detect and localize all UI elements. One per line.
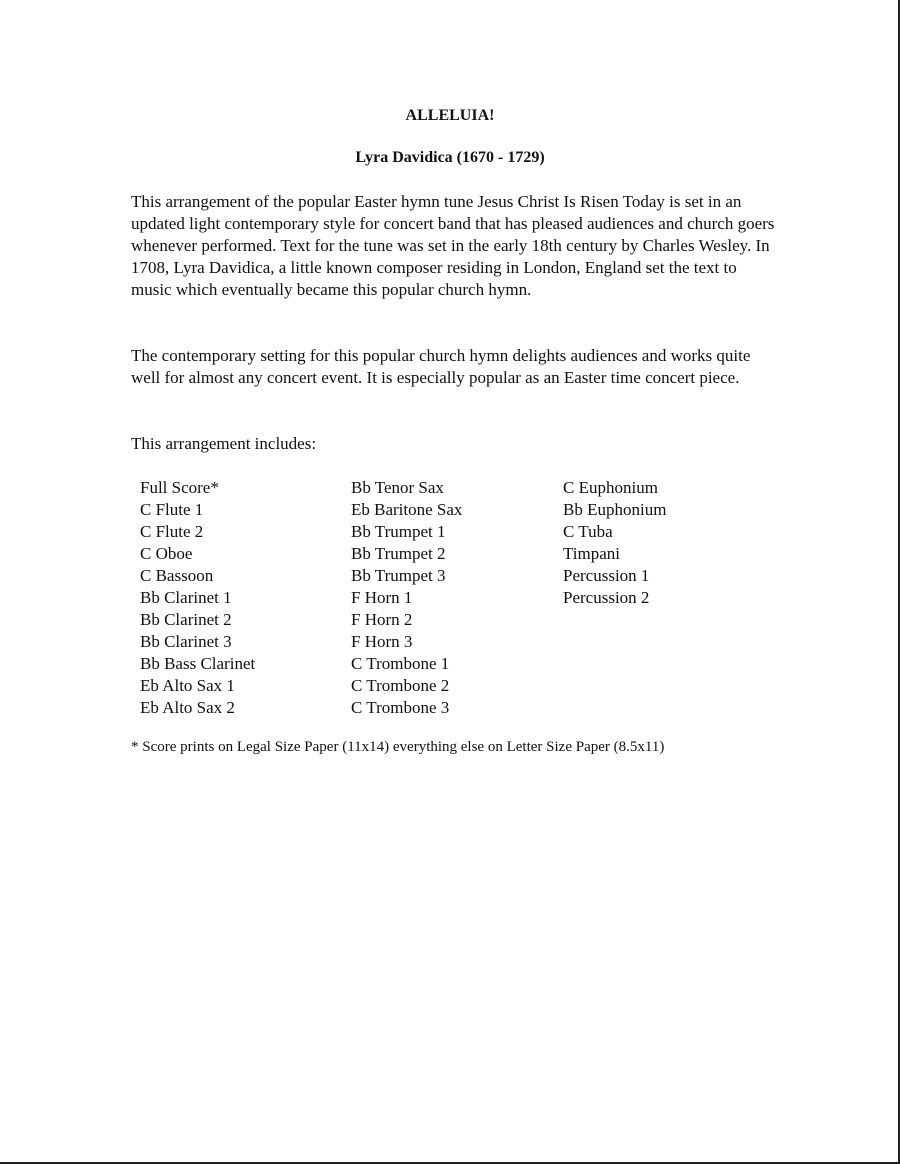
instrument-item: C Euphonium [563, 478, 658, 497]
instrument-column-3 [563, 477, 666, 609]
instrument-item: C Tuba [563, 522, 613, 541]
instrument-item: Bb Clarinet 2 [140, 610, 232, 629]
description-paragraph-2: The contemporary setting for this popular church hymn delights audiences and works quite well for almost any concert event. It is especially popular as an Easter time concert piece. [131, 346, 751, 387]
instrument-item: C Bassoon [140, 566, 214, 585]
document-title: ALLELUIA! [405, 107, 495, 124]
instrument-item: Bb Clarinet 1 [140, 588, 232, 607]
instrument-item: Bb Euphonium [563, 500, 667, 519]
instrument-item: Percussion 2 [563, 588, 650, 607]
instrument-column-1 [140, 477, 255, 719]
paper-size-footnote: * Score prints on Legal Size Paper (11x14) everything else on Letter Size Paper (8.5x11) [131, 739, 665, 755]
instrument-item: Bb Trumpet 2 [351, 544, 446, 563]
instrument-item: Timpani [563, 544, 621, 563]
instrument-item: Eb Baritone Sax [351, 500, 463, 519]
instrument-item: C Flute 1 [140, 500, 204, 519]
includes-label: This arrangement includes: [131, 434, 317, 453]
instrument-item: F Horn 1 [351, 588, 413, 607]
instrument-column-2 [351, 477, 462, 719]
instrument-item: Eb Alto Sax 1 [140, 676, 235, 695]
instrument-item: Bb Trumpet 3 [351, 566, 446, 585]
instrument-item: Eb Alto Sax 2 [140, 698, 235, 717]
instrument-item: F Horn 3 [351, 632, 413, 651]
instrument-item: Bb Tenor Sax [351, 478, 444, 497]
instrument-item: C Flute 2 [140, 522, 204, 541]
instrument-item: Percussion 1 [563, 566, 650, 585]
instrument-item: C Trombone 1 [351, 654, 450, 673]
document-subtitle: Lyra Davidica (1670 - 1729) [355, 149, 545, 166]
instrument-item: C Trombone 3 [351, 698, 450, 717]
instrument-item: C Trombone 2 [351, 676, 450, 695]
instrument-item: Bb Bass Clarinet [140, 654, 256, 673]
instrument-item: C Oboe [140, 544, 193, 563]
description-paragraph-1: This arrangement of the popular Easter hymn tune Jesus Christ Is Risen Today is set in an updated light contemporary style for concert band that has pleased audiences and church goers whenever performed. Text for the tune was set in the early 18th century by Charles Wesley. In 1708, Lyra Davidica, a little known composer residing in London, England set the text to music which eventually became this popular church hymn. [131, 192, 775, 299]
instrument-item: Full Score* [140, 478, 219, 497]
instrument-item: F Horn 2 [351, 610, 413, 629]
instrument-item: Bb Clarinet 3 [140, 632, 232, 651]
instrument-item: Bb Trumpet 1 [351, 522, 446, 541]
